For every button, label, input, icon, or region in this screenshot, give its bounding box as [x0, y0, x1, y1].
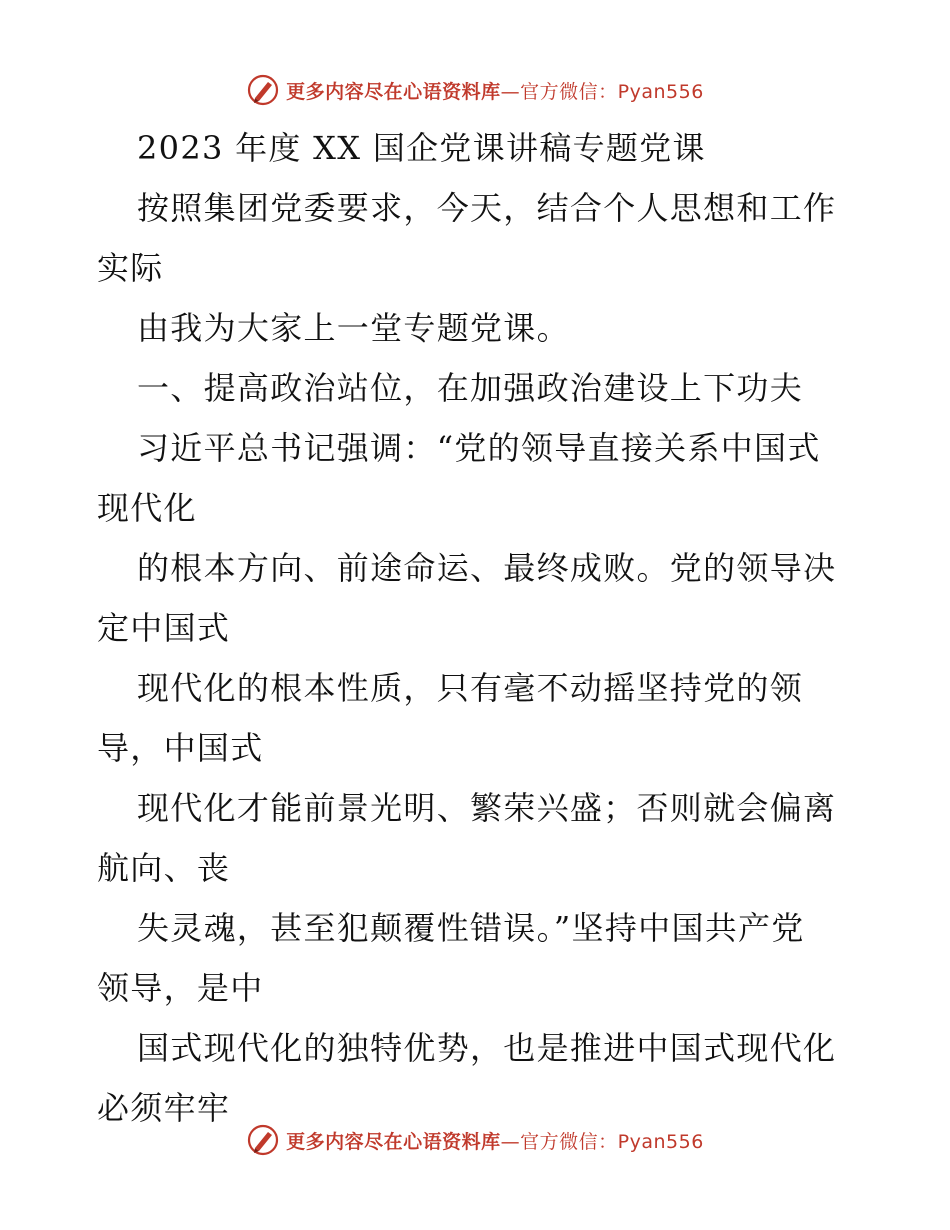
pen-logo-icon: [246, 1123, 280, 1157]
watermark-contact: 官方微信：Pyan556: [520, 80, 704, 103]
document-body: [97, 124, 857, 1144]
text-line: 现代化才能前景光明、繁荣兴盛；否则就会偏离: [137, 789, 837, 827]
text-line: 导，中国式: [97, 729, 264, 767]
document-title: 2023 年度 XX 国企党课讲稿专题党课: [137, 129, 706, 167]
text-line: 定中国式: [97, 609, 231, 647]
text-line: 现代化: [97, 489, 197, 527]
watermark-text: [286, 77, 704, 104]
watermark-brand: 更多内容尽在心语资料库: [286, 80, 501, 103]
text-line: 失灵魂，甚至犯颠覆性错误。”坚持中国共产党: [137, 909, 805, 947]
watermark-footer: [0, 1120, 950, 1160]
watermark-brand: 更多内容尽在心语资料库: [286, 1130, 501, 1153]
watermark-header: [0, 70, 950, 110]
watermark-separator: —: [500, 1130, 521, 1153]
text-line: 习近平总书记强调：“党的领导直接关系中国式: [137, 429, 821, 467]
text-line: 航向、丧: [97, 849, 231, 887]
text-line: 必须牢牢: [97, 1089, 231, 1127]
text-line: 按照集团党委要求，今天，结合个人思想和工作: [137, 189, 837, 227]
text-line: 的根本方向、前途命运、最终成败。党的领导决: [137, 549, 837, 587]
text-line: 国式现代化的独特优势，也是推进中国式现代化: [137, 1029, 837, 1067]
pen-logo-icon: [246, 73, 280, 107]
text-line: 领导，是中: [97, 969, 264, 1007]
text-line: 实际: [97, 249, 164, 287]
text-line: 现代化的根本性质，只有毫不动摇坚持党的领: [137, 669, 804, 707]
watermark-contact: 官方微信：Pyan556: [520, 1130, 704, 1153]
text-line: 一、提高政治站位，在加强政治建设上下功夫: [137, 369, 804, 407]
text-line: 由我为大家上一堂专题党课。: [137, 309, 570, 347]
watermark-text: [286, 1127, 704, 1154]
watermark-separator: —: [500, 80, 521, 103]
